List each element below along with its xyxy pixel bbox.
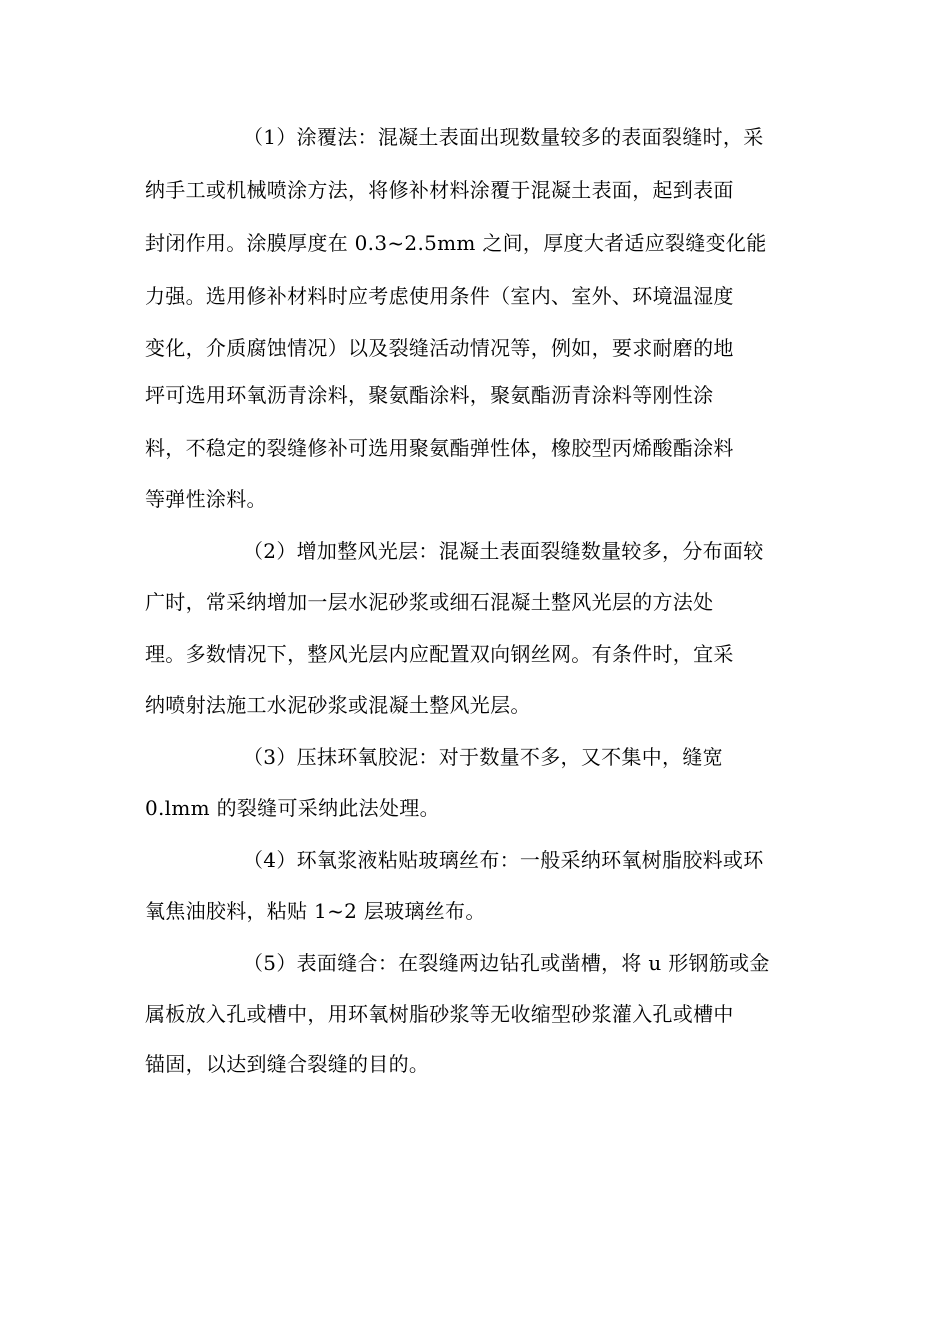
paragraph-2-line-4: 纳喷射法施工水泥砂浆或混凝土整风光层。 xyxy=(145,693,531,717)
paragraph-1-line-3: 封闭作用。涂膜厚度在 0.3~2.5mm 之间，厚度大者适应裂缝变化能 xyxy=(145,231,767,255)
paragraph-5-line-3: 锚固，以达到缝合裂缝的目的。 xyxy=(145,1052,430,1076)
paragraph-3-line-2: 0.lmm 的裂缝可采纳此法处理。 xyxy=(145,796,440,820)
paragraph-3-line-1: （3）压抹环氧胶泥：对于数量不多，又不集中，缝宽 xyxy=(243,745,723,769)
paragraph-2-line-2: 广时，常采纳增加一层水泥砂浆或细石混凝土整风光层的方法处 xyxy=(145,590,714,614)
paragraph-5-line-1: （5）表面缝合：在裂缝两边钻孔或凿槽，将 u 形钢筋或金 xyxy=(243,951,770,975)
paragraph-1-line-8: 等弹性涂料。 xyxy=(145,487,267,511)
paragraph-1-line-7: 料，不稳定的裂缝修补可选用聚氨酯弹性体，橡胶型丙烯酸酯涂料 xyxy=(145,436,734,460)
paragraph-2-line-1: （2）增加整风光层：混凝土表面裂缝数量较多，分布面较 xyxy=(243,539,764,563)
paragraph-1-line-6: 坪可选用环氧沥青涂料，聚氨酯涂料，聚氨酯沥青涂料等刚性涂 xyxy=(145,383,714,407)
paragraph-1-line-4: 力强。选用修补材料时应考虑使用条件（室内、室外、环境温湿度 xyxy=(145,284,734,308)
paragraph-2-line-3: 理。多数情况下，整风光层内应配置双向钢丝网。有条件时，宜采 xyxy=(145,642,734,666)
paragraph-4-line-2: 氧焦油胶料，粘贴 1~2 层玻璃丝布。 xyxy=(145,899,486,923)
paragraph-1-line-1: （1）涂覆法：混凝土表面出现数量较多的表面裂缝时，采 xyxy=(243,125,764,149)
paragraph-5-line-2: 属板放入孔或槽中，用环氧树脂砂浆等无收缩型砂浆灌入孔或槽中 xyxy=(145,1002,734,1026)
paragraph-1-line-2: 纳手工或机械喷涂方法，将修补材料涂覆于混凝土表面，起到表面 xyxy=(145,178,734,202)
paragraph-1-line-5: 变化，介质腐蚀情况）以及裂缝活动情况等，例如，要求耐磨的地 xyxy=(145,336,734,360)
paragraph-4-line-1: （4）环氧浆液粘贴玻璃丝布：一般采纳环氧树脂胶料或环 xyxy=(243,848,764,872)
